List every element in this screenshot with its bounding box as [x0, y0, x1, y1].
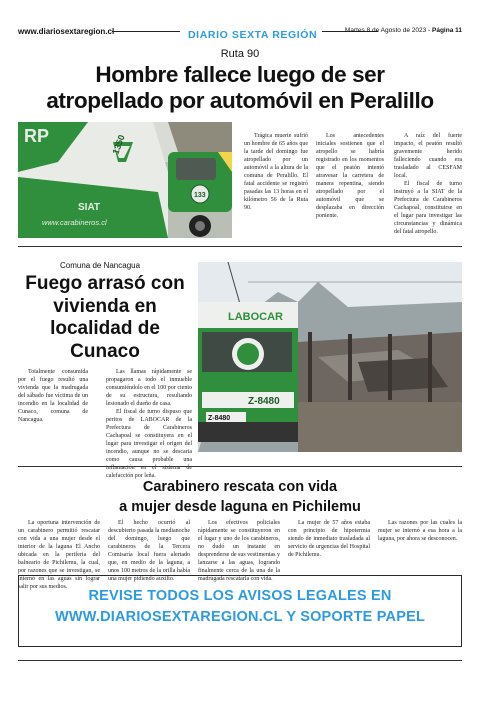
story3-paragraph-5: Las razones por las cuales la mujer se internó a esa hora a la laguna, por ahora se desconocen.	[378, 520, 462, 542]
story2-column-1	[18, 368, 88, 424]
story1-paragraph-4: El fiscal de turno instruyó a la SIAT de la Prefectura de Carabineros Cachapoal, constituirse en el lugar para investigar las circunstancias y dinámica del fatal atropello.	[394, 181, 462, 235]
divider-2	[18, 466, 462, 467]
issue-date	[345, 27, 462, 34]
story1-kicker: Ruta 90	[220, 48, 260, 60]
photo-door-text: RP	[24, 126, 50, 146]
story1-paragraph-3: A raíz del fuerte impacto, el peatón resultó gravemente herido falleciendo cuando era trasladado al CESFAM local.	[394, 133, 462, 179]
story2-paragraph-2: Las llamas rápidamente se propagaron a todo el inmueble consumiéndolo en el 100 por ciento de su estructura, resultando lesionado el dueño de casa.	[106, 369, 192, 407]
legal-notice-box	[18, 575, 462, 647]
story2-paragraph-1: Totalmente consumida por el fuego resultó una vivienda que la madrugada del sábado fue víctima de un incendio en la localidad de Cunaco, comuna de Nancagua.	[18, 369, 88, 423]
story3-paragraph-1: La oportuna intervención de un carabinero permitió rescatar con vida a una mujer desde el interior de la laguna El Ancho ubicada en la periferia del balneario de Pichilemu, la cual, por razones que se investigan, se internó en las aguas sin lograr salir por sus medios.	[18, 520, 100, 590]
story1-column-3	[394, 132, 462, 236]
story2-headline: Fuego arrasó con vivienda en localidad de Cunaco	[25, 273, 185, 362]
photo-car-number: 133	[194, 192, 206, 199]
story3-paragraph-2: El hecho ocurrió al descubierto pasada la medianoche del domingo, luego que carabineros de la Tercera Comisaría local fuera alertado que, en medio de la laguna, a unos 100 metros de la orilla había una mujer pidiendo auxilio.	[108, 520, 190, 582]
police-car-illustration	[18, 122, 232, 238]
story3-headline	[0, 477, 480, 517]
story2-column-2	[106, 368, 192, 480]
story1-headline-line1: Hombre fallece luego de ser	[95, 62, 385, 87]
story1-paragraph-2: Los antecedentes iniciales sostienen que el atropello se habría registrado en los momentos que el peatón intentó atravesar la carretera de manera repentina, siendo atropellado por el automóvil que se desplazaba en dirección poniente.	[316, 133, 384, 219]
notice-line-2[interactable]: WWW.DIARIOSEXTAREGION.CL Y SOPORTE PAPEL	[55, 609, 425, 625]
story1-column-2	[316, 132, 384, 220]
story3-column-5	[378, 519, 462, 543]
story2-photo	[198, 262, 462, 452]
story1-column-1	[244, 132, 308, 212]
date-text: Martes 8 de Agosto de 2023 -	[344, 27, 432, 34]
story1-paragraph-1: Trágica muerte sufrió un hombre de 65 años que la tarde del domingo fue atropellado por un automóvil a la altura de la comuna de Peralillo. El fatal accidente se registró pasadas las 13 horas en el kilómetro 56 de la Ruta 90.	[244, 133, 308, 211]
bottom-divider	[18, 660, 462, 661]
fire-scene-illustration	[198, 262, 462, 452]
story3-column-4	[288, 519, 370, 559]
photo-web: www.carabineros.cl	[42, 218, 107, 227]
photo-unit-plate: Z-8480	[248, 396, 280, 407]
divider-1	[18, 246, 462, 247]
story3-headline-line2: a mujer desde laguna en Pichilemu	[119, 499, 361, 515]
story2-kicker: Comuna de Nancagua	[60, 261, 141, 270]
photo-plate: Z-8480	[208, 415, 231, 422]
story1-headline-line2: atropellado por automóvil en Peralillo	[46, 88, 434, 113]
notice-line-1: REVISE TODOS LOS AVISOS LEGALES EN	[88, 588, 392, 604]
story3-paragraph-3: Los efectivos policiales rápidamente se constituyeron en el lugar y uno de los carabineros, no dudó un instante en desprenderse de sus vestimentas y lanzarse a las aguas, logrando finalmente cerca de la una de la madrugada rescatarla con vida.	[198, 520, 280, 582]
story3-headline-line1: Carabinero rescata con vida	[142, 479, 338, 495]
photo-agency: SIAT	[78, 202, 101, 213]
story3-column-2	[108, 519, 190, 583]
site-url[interactable]: www.diariosextaregion.cl	[18, 27, 115, 36]
photo-unit-number: 1350	[110, 133, 127, 156]
paper-name: DIARIO SEXTA REGIÓN	[188, 29, 318, 41]
story1-photo	[18, 122, 232, 238]
story3-paragraph-4: La mujer de 57 años estaba con principio de hipotermia siendo de inmediato trasladada al servicio de urgencias del Hospital de Pichilemu.	[288, 520, 370, 558]
story1-headline	[0, 62, 480, 114]
page-number: Página 11	[432, 27, 462, 34]
photo-labocar: LABOCAR	[228, 311, 283, 323]
story3-column-3	[198, 519, 280, 583]
story2-paragraph-3: El fiscal de turno dispuso que peritos de LABOCAR de la Prefectura de Carabineros Cachapoal se constituyera en el lugar para investigar el origen del incendio, aunque no se descarta como causa probable una inflamación en el sistema de calefacción por leña.	[106, 409, 192, 479]
page-header	[18, 24, 462, 44]
header-rule-left	[112, 31, 180, 32]
